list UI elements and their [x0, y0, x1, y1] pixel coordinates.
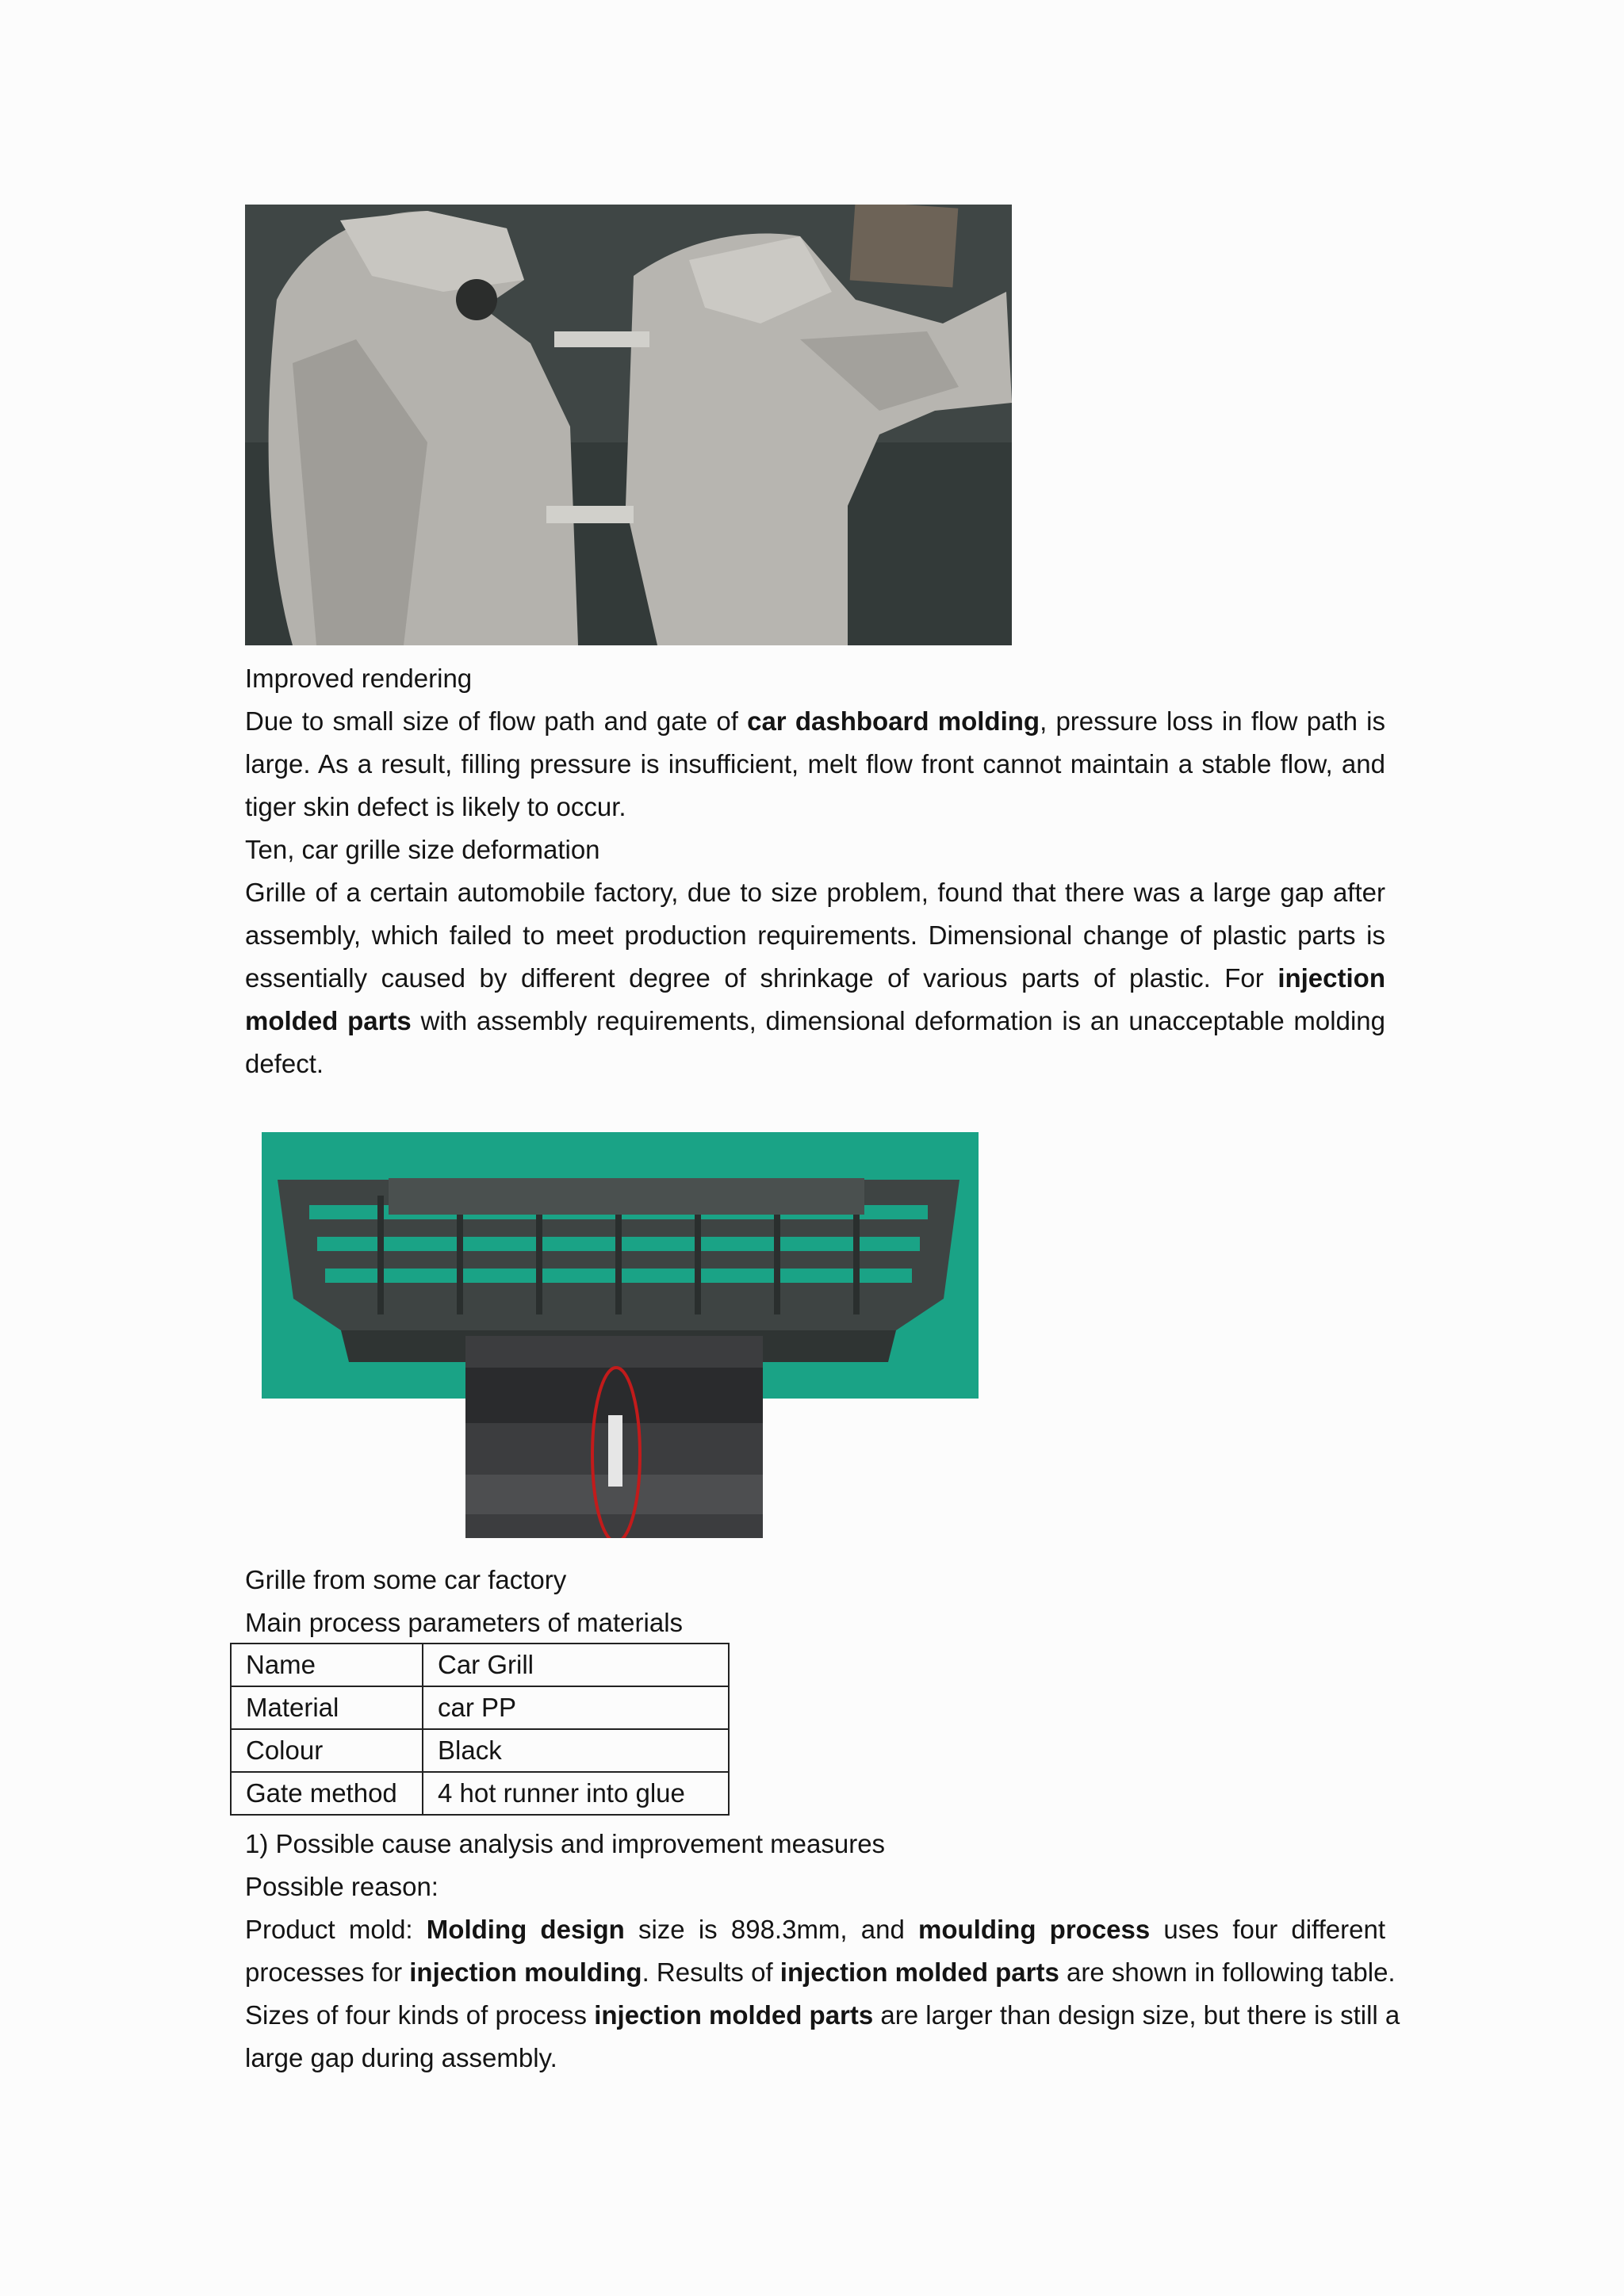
para2-line-4: molded parts with assembly requirements, dimensional deformation is an unacceptable molding	[245, 1006, 1386, 1035]
process-parameters-table	[230, 1643, 730, 1816]
table-cell-key: Gate method	[231, 1772, 423, 1815]
table-row	[231, 1772, 729, 1815]
table-cell-value: car PP	[423, 1686, 729, 1729]
para1-line-2: large. As a result, filling pressure is insufficient, melt flow front cannot maintain a stable flow, and	[245, 749, 1385, 779]
para2-line-5: defect.	[245, 1049, 324, 1078]
possible-reason-label: Possible reason:	[245, 1872, 439, 1901]
para3-line-3: Sizes of four kinds of process injection molded parts are larger than design size, but there is still a	[245, 2000, 1400, 2030]
analysis-heading: 1) Possible cause analysis and improvement measures	[245, 1829, 886, 1858]
figure1-caption: Improved rendering	[245, 664, 473, 693]
table-cell-key: Material	[231, 1686, 423, 1729]
section-heading: Ten, car grille size deformation	[245, 835, 600, 864]
table-cell-key: Name	[231, 1644, 423, 1686]
dashboard-parts-photo	[245, 205, 1012, 645]
table-caption: Main process parameters of materials	[245, 1608, 684, 1637]
table-row	[231, 1729, 729, 1772]
table-row	[231, 1644, 729, 1686]
table-cell-value: Black	[423, 1729, 729, 1772]
table-cell-value: Car Grill	[423, 1644, 729, 1686]
figure2-caption: Grille from some car factory	[245, 1565, 567, 1594]
para3-line-2: processes for injection moulding. Results of injection molded parts are shown in following table.	[245, 1957, 1396, 1987]
table-cell-value: 4 hot runner into glue	[423, 1772, 729, 1815]
para2-line-3: essentially caused by different degree of shrinkage of various parts of plastic. For injection	[245, 963, 1385, 993]
para1-line-1: Due to small size of flow path and gate of car dashboard molding, pressure loss in flow path is	[245, 706, 1385, 736]
para2-line-1: Grille of a certain automobile factory, due to size problem, found that there was a large gap after	[245, 878, 1385, 907]
para3-line-4: large gap during assembly.	[245, 2043, 557, 2072]
para3-line-1: Product mold: Molding design size is 898.3mm, and moulding process uses four different	[245, 1915, 1386, 1944]
grille-gap-closeup-photo	[465, 1336, 763, 1538]
para1-line-3: tiger skin defect is likely to occur.	[245, 792, 626, 821]
para2-line-2: assembly, which failed to meet production requirements. Dimensional change of plastic parts is	[245, 920, 1385, 950]
table-cell-key: Colour	[231, 1729, 423, 1772]
table-row	[231, 1686, 729, 1729]
